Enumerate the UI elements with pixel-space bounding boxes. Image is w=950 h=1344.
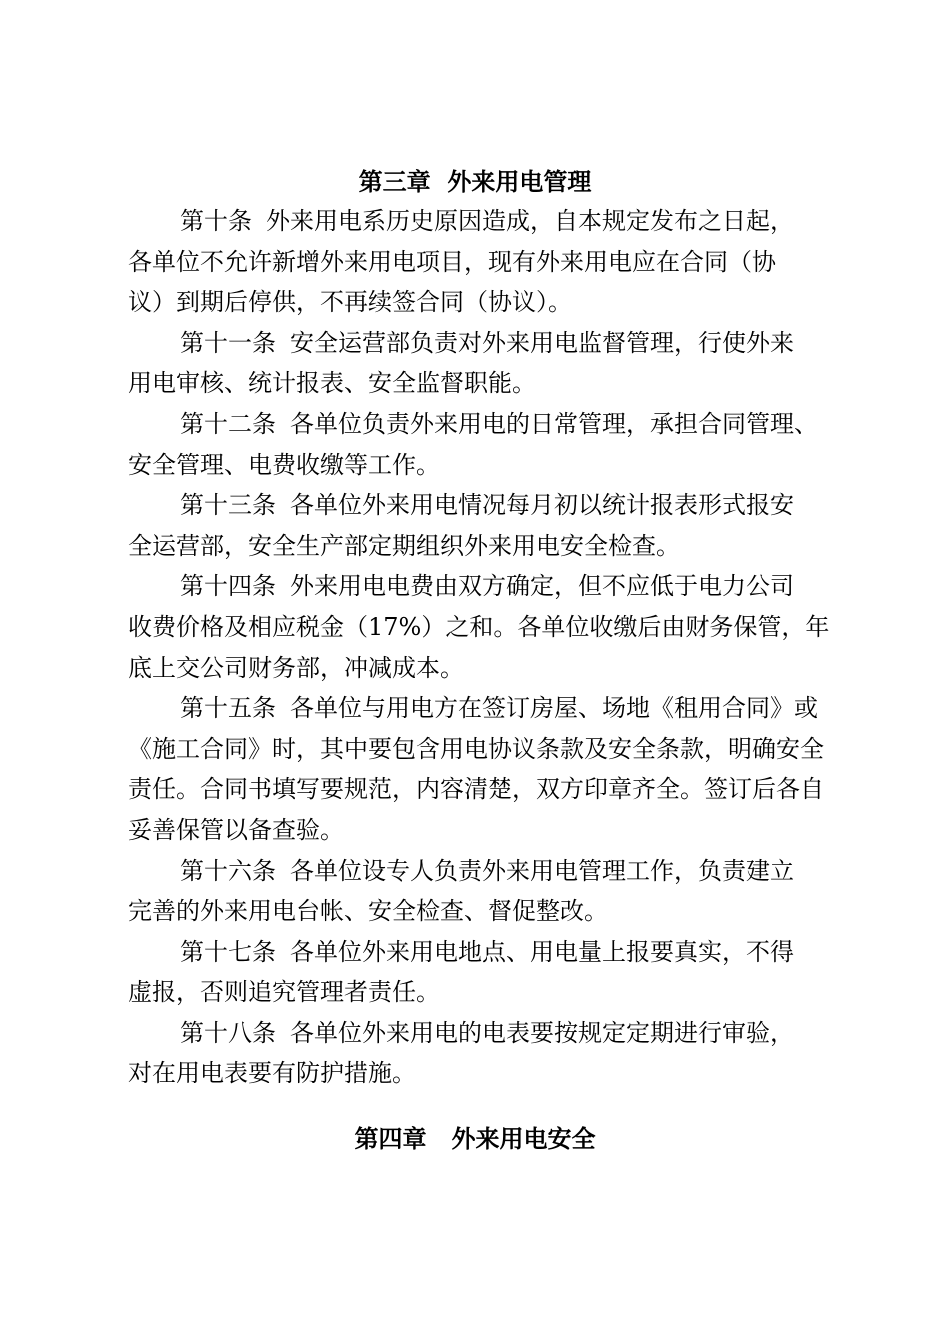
article-15 [128, 688, 848, 850]
article-10-line-1 [128, 201, 848, 242]
article-15-number: 第十五条 [180, 694, 276, 723]
article-16-line-1 [128, 851, 848, 892]
article-12 [128, 404, 848, 485]
article-13-text-1: 各单位外来用电情况每月初以统计报表形式报安 [290, 491, 794, 520]
article-15-line-4: 妥善保管以备查验。 [128, 815, 344, 844]
article-13 [128, 485, 848, 566]
article-15-line-1 [128, 688, 848, 729]
article-18-line-2: 对在用电表要有防护措施。 [128, 1059, 416, 1088]
article-18-text-1: 各单位外来用电的电表要按规定定期进行审验， [290, 1018, 794, 1047]
article-17-line-2: 虚报，否则追究管理者责任。 [128, 978, 440, 1007]
article-11-line-1 [128, 323, 848, 364]
article-14-line-3: 底上交公司财务部，冲减成本。 [128, 653, 464, 682]
article-10-text-1: 外来用电系历史原因造成，自本规定发布之日起， [266, 207, 794, 235]
chapter-3-title: 第三章 外来用电管理 [358, 167, 592, 196]
article-13-line-2: 全运营部，安全生产部定期组织外来用电安全检查。 [128, 531, 680, 560]
article-11-text-1: 安全运营部负责对外来用电监督管理，行使外来 [290, 328, 794, 357]
article-18-number: 第十八条 [180, 1018, 276, 1047]
article-17-line-1 [128, 932, 848, 973]
article-12-line-1 [128, 404, 848, 445]
chapter-4-title: 第四章 外来用电安全 [354, 1124, 596, 1153]
article-14-line-1 [128, 566, 848, 607]
article-10-line-3: 议）到期后停供，不再续签合同（协议）。 [128, 288, 572, 317]
article-10-number: 第十条 [180, 207, 252, 235]
article-12-line-2: 安全管理、电费收缴等工作。 [128, 450, 440, 479]
article-14-text-1: 外来用电电费由双方确定，但不应低于电力公司 [290, 572, 794, 601]
article-14-line-2: 收费价格及相应税金（17%）之和。各单位收缴后由财务保管，年 [128, 612, 830, 641]
article-17-number: 第十七条 [180, 937, 276, 966]
article-11 [128, 323, 848, 404]
article-17-text-1: 各单位外来用电地点、用电量上报要真实，不得 [290, 937, 794, 966]
article-18 [128, 1013, 848, 1094]
article-14-number: 第十四条 [180, 572, 276, 601]
article-10 [128, 201, 848, 323]
article-11-line-2: 用电审核、统计报表、安全监督职能。 [128, 369, 536, 398]
article-11-number: 第十一条 [180, 328, 276, 357]
article-15-line-3: 责任。合同书填写要规范，内容清楚，双方印章齐全。签订后各自 [128, 775, 824, 804]
chapter-3-body [128, 201, 848, 1094]
article-16-line-2: 完善的外来用电台帐、安全检查、督促整改。 [128, 897, 608, 926]
article-13-number: 第十三条 [180, 491, 276, 520]
article-16 [128, 851, 848, 932]
article-17 [128, 932, 848, 1013]
article-16-number: 第十六条 [180, 856, 276, 885]
article-12-text-1: 各单位负责外来用电的日常管理，承担合同管理、 [290, 409, 818, 438]
article-16-text-1: 各单位设专人负责外来用电管理工作，负责建立 [290, 856, 794, 885]
article-12-number: 第十二条 [180, 409, 276, 438]
article-10-line-2: 各单位不允许新增外来用电项目，现有外来用电应在合同（协 [128, 247, 776, 276]
article-18-line-1 [128, 1013, 848, 1054]
article-15-text-1: 各单位与用电方在签订房屋、场地《租用合同》或 [290, 694, 818, 723]
article-15-line-2: 《施工合同》时，其中要包含用电协议条款及安全条款，明确安全 [128, 734, 824, 763]
article-14 [128, 566, 848, 688]
article-13-line-1 [128, 485, 848, 526]
